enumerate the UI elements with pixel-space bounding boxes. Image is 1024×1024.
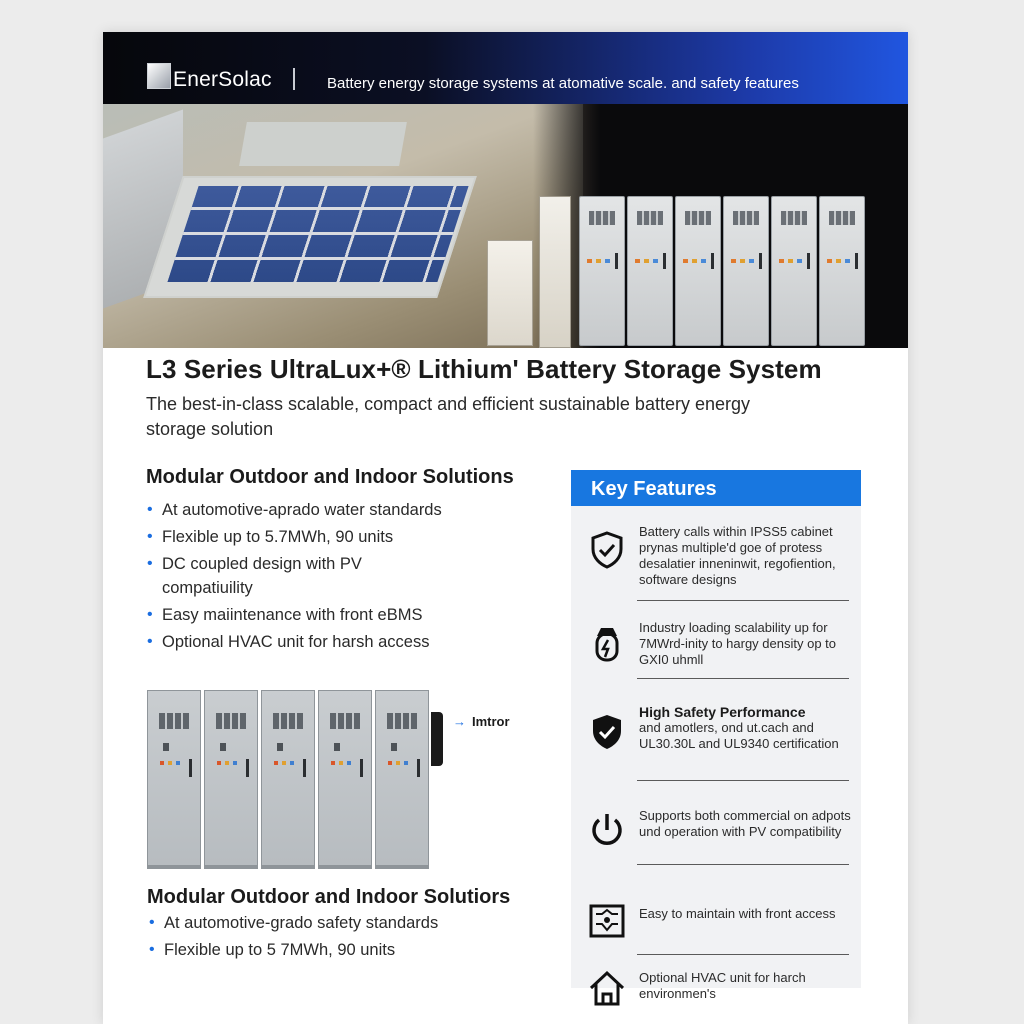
header-tagline: Battery energy storage systems at atomative scale. and safety features [327, 75, 799, 92]
header-divider [293, 68, 295, 90]
feature-divider [637, 864, 849, 865]
maintenance-panel-icon [587, 902, 627, 942]
feature-bullet-list-1 [146, 498, 546, 657]
key-features-panel [571, 470, 861, 1001]
list-item: • Flexible up to 5.7MWh, 90 units [146, 525, 546, 549]
power-icon [587, 810, 627, 850]
list-item: • Optional HVAC unit for harsh access [146, 630, 546, 654]
hero-battery-cabinet [579, 196, 625, 346]
cabinet-end-cap [431, 712, 443, 766]
hero-rack-cabinet [539, 196, 571, 348]
battery-cabinet-row [147, 690, 437, 868]
feature-text: High Safety Performance and amotlers, ond ut.cach and UL30.30L and UL9340 certification [639, 704, 853, 752]
hero-battery-cabinet [819, 196, 865, 346]
header-band [103, 32, 908, 104]
bullet-dot-icon: • [147, 555, 153, 572]
list-item: • DC coupled design with PV compatiuility [146, 552, 402, 600]
feature-bullet-list-2 [148, 911, 548, 965]
feature-divider [637, 954, 849, 955]
datasheet-page [103, 32, 908, 1024]
list-item: • Flexible up to 5 7MWh, 90 units [148, 938, 548, 962]
shield-check-icon [587, 530, 627, 570]
battery-plug-icon [587, 624, 627, 664]
battery-cabinet [204, 690, 258, 866]
section-heading-1: Modular Outdoor and Indoor Solutions [146, 466, 514, 488]
bullet-dot-icon: • [149, 941, 155, 958]
brand-name: EnerSolac [173, 68, 272, 91]
feature-divider [637, 780, 849, 781]
battery-cabinet [261, 690, 315, 866]
hero-battery-cabinet [723, 196, 769, 346]
bullet-dot-icon: • [147, 606, 153, 623]
hero-battery-cabinet [627, 196, 673, 346]
cabinet-callout: → Imtror [453, 714, 510, 729]
key-features-header [571, 470, 861, 506]
hero-control-cabinet [487, 240, 533, 346]
house-icon [587, 968, 627, 1008]
feature-strong: High Safety Performance [639, 704, 806, 720]
list-item: • At automotive-aprado water standards [146, 498, 546, 522]
page-title: L3 Series UltraLux+® Lithium' Battery Storage System [146, 354, 822, 384]
bullet-dot-icon: • [149, 914, 155, 931]
bullet-dot-icon: • [147, 528, 153, 545]
hero-image [103, 104, 908, 348]
hero-battery-cabinet [771, 196, 817, 346]
shield-solid-check-icon [587, 712, 627, 752]
feature-text: Battery calls within IPSS5 cabinet prynas multiple'd goe of protess desalatier inneninwit, regofiention, software designs [639, 524, 836, 587]
hero-building-back [239, 122, 407, 166]
bullet-dot-icon: • [147, 501, 153, 518]
battery-cabinet [147, 690, 201, 866]
page-subtitle: The best-in-class scalable, compact and efficient sustainable battery energy storage solution [146, 394, 750, 439]
feature-divider [637, 600, 849, 601]
bullet-dot-icon: • [147, 633, 153, 650]
logo-icon [147, 63, 171, 89]
section-heading-2: Modular Outdoor and Indoor Solutiors [147, 886, 511, 908]
feature-text: Supports both commercial on adpots und operation with PV compatibility [639, 808, 851, 839]
key-features-title: Key Features [591, 478, 717, 500]
feature-divider [637, 678, 849, 679]
battery-cabinet [375, 690, 429, 866]
solar-panels-icon [167, 186, 468, 282]
list-item: • Easy maiintenance with front eBMS [146, 603, 546, 627]
battery-cabinet [318, 690, 372, 866]
feature-text: Optional HVAC unit for harch environmen's [639, 970, 806, 1001]
feature-text: Easy to maintain with front access [639, 906, 836, 921]
list-item: • At automotive-grado safety standards [148, 911, 548, 935]
feature-text: Industry loading scalability up for 7MWrd-inity to hargy density op to GXI0 uhmll [639, 620, 837, 667]
arrow-right-icon: → [453, 714, 466, 729]
hero-battery-cabinet [675, 196, 721, 346]
